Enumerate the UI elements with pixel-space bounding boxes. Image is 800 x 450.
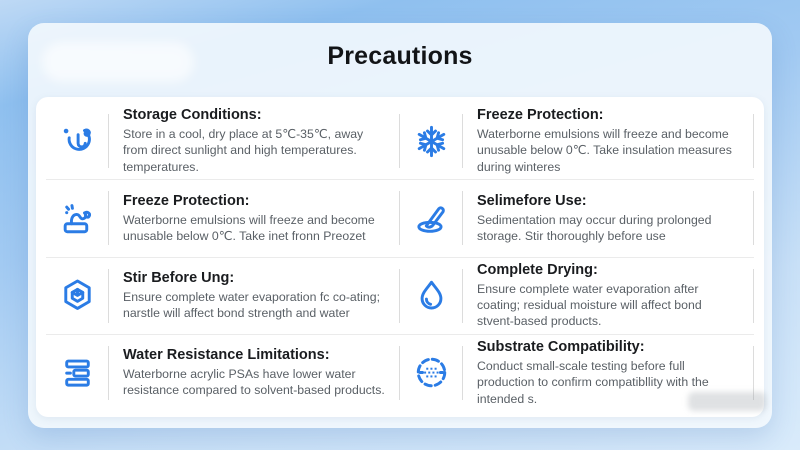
- item-description: Ensure complete water evaporation fc co-ating; narstle will affect bond strength and water: [123, 289, 381, 321]
- item-title: Freeze Protection:: [477, 107, 604, 124]
- hexagon-cube-icon: [46, 277, 108, 314]
- precaution-item-freeze-protection: [400, 103, 754, 179]
- item-description: Sedimentation may occur during prolonged storage. Stir thoroughly before use: [477, 212, 712, 243]
- divider: [753, 191, 754, 245]
- item-description: Waterborne emulsions will freeze and become unusable below 0℃. Take insulation measures during winteres: [477, 127, 732, 174]
- grid-row: [46, 103, 754, 179]
- item-title: Freeze Protection:: [123, 192, 250, 209]
- precaution-item-complete-drying: [400, 258, 754, 334]
- page-title: Precautions: [327, 42, 473, 70]
- divider: [753, 114, 754, 168]
- droplet-icon: [400, 277, 462, 314]
- item-description: Waterborne acrylic PSAs have lower water resistance compared to solvent-based products.: [123, 367, 385, 398]
- item-description: Ensure complete water evaporation after coating; residual moisture will affect bond stvent-based products.: [477, 281, 702, 329]
- item-title: Stir Before Ung:: [123, 269, 235, 286]
- dotted-sphere-icon: [400, 354, 462, 391]
- item-description: Waterborne emulsions will freeze and become unusable below 0℃. Take inet fronn Preozet: [123, 212, 375, 243]
- grid-row: [46, 334, 754, 411]
- precaution-item-freeze-protection-2: [46, 180, 400, 256]
- item-title: Selimefore Use:: [477, 192, 587, 209]
- faded-watermark: [688, 392, 766, 411]
- precaution-item-storage-conditions: [46, 103, 400, 179]
- item-title: Substrate Compatibility:: [477, 338, 645, 355]
- item-description: Conduct small-scale testing before full production to confirm compatibllity with the intended s.: [477, 358, 709, 406]
- item-title: Water Resistance Limitations:: [123, 347, 330, 364]
- faded-logo-watermark: [42, 42, 194, 82]
- precaution-item-water-resistance: [46, 335, 400, 411]
- snowflake-icon: [400, 123, 462, 160]
- thermometer-curl-icon: [46, 123, 108, 160]
- divider: [753, 269, 754, 323]
- precaution-item-selimefore-use: [400, 180, 754, 256]
- stacked-bars-icon: [46, 354, 108, 391]
- precaution-item-stir-before-ung: [46, 258, 400, 334]
- stir-paddle-icon: [400, 200, 462, 237]
- precautions-panel: [28, 23, 772, 428]
- item-title: Complete Drying:: [477, 261, 598, 278]
- precautions-grid: [36, 97, 764, 417]
- freeze-splash-icon: [46, 200, 108, 237]
- grid-row: [46, 257, 754, 334]
- item-title: Storage Conditions:: [123, 107, 262, 124]
- item-description: Store in a cool, dry place at 5℃-35℃, away from direct sunlight and high temperatures. temperatures.: [123, 127, 364, 174]
- grid-row: [46, 179, 754, 256]
